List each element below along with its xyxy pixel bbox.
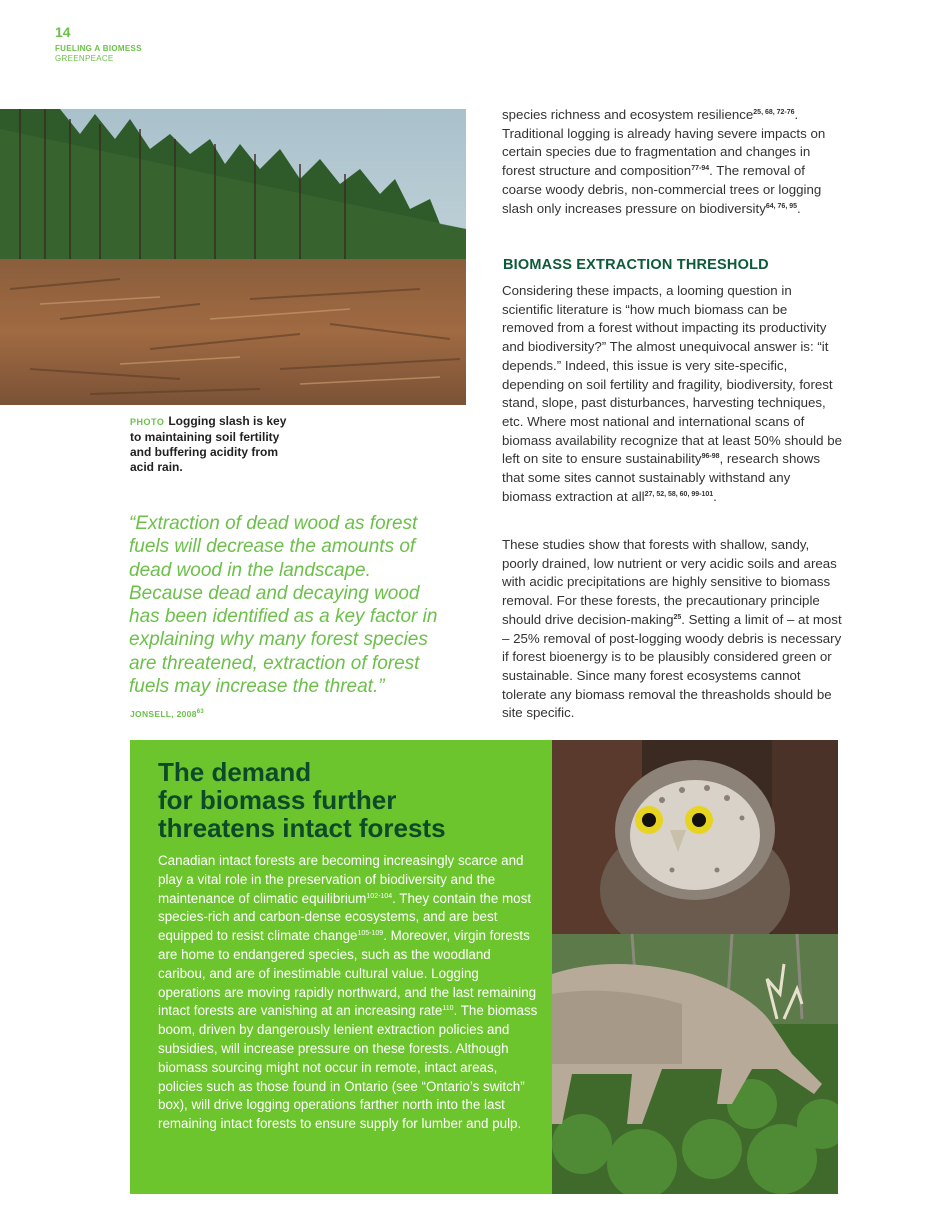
threshold-text-3: . [713, 488, 717, 504]
citation: 96-98 [701, 453, 720, 461]
citation: 64, 76, 95 [765, 202, 797, 210]
intro-paragraph [502, 106, 842, 218]
feature-title-line: The demand [158, 757, 312, 787]
citation: 102-104 [366, 892, 393, 900]
citation: 105-109 [357, 930, 384, 938]
threshold-text-4: These studies show that forests with shallow, sandy, poorly drained, low nutrient or very acidic soils and areas with acidic precipitations are highly sensitive to biomass removal. For these forests, the precautionary principle should drive decision-making [502, 537, 837, 627]
citation: 25, 68, 72-76 [753, 109, 795, 116]
feature-text-3: . Moreover, virgin forests are home to endangered species, such as the woodland caribou, and are of inestimable cultural value. Logging operations are moving rapidly northward, and the last remaining intact forests are vanishing at an increasing rate [158, 928, 537, 1019]
running-title: FUELING A BIOMESS [55, 44, 142, 53]
running-org: GREENPEACE [55, 54, 114, 63]
threshold-paragraph-1 [502, 282, 842, 506]
intro-text-1: species richness and ecosystem resilience [502, 107, 754, 122]
feature-box [130, 740, 552, 1194]
intro-text-2: . Traditional logging is already having severe impacts on certain species due to fragmentation and changes in forest structure and composition [502, 107, 826, 179]
citation: 25 [673, 613, 682, 621]
pull-quote-author: JONSELL, 2008 [130, 709, 197, 719]
feature-text-4: . The biomass boom, driven by dangerously lenient extraction policies and subsidies, will increase pressure on these forests. Although biomass sourcing might not occur in remote, intact areas, policies such as those found in Ontario (see “Ontario’s switch” box), will drive logging operations farther north into the last remaining intact forests to ensure supply for lumber and pulp. [158, 1003, 538, 1132]
caribou-photo [552, 934, 838, 1194]
feature-box-body [158, 852, 538, 1134]
pull-quote-source [130, 709, 204, 719]
threshold-text-1: Considering these impacts, a looming question in scientific literature is “how much biomass can be removed from a forest without impacting its productivity and biodiversity?” The almost unequivocal answer is: “it depends.” Indeed, this issue is very site-specific, depending on soil fertility and fragility, biodiversity, forest stand, slope, past disturbances, harvesting techniques, etc. Where most national and international scans of biomass availability recognize that at least 50% should be left on site to ensure sustainability [502, 283, 843, 467]
citation: 77-94 [691, 165, 710, 173]
feature-box-title [158, 758, 538, 842]
photo-caption-text: Logging slash is key to maintaining soil fertility and buffering acidity from acid rain. [130, 414, 287, 474]
feature-text-2: . They contain the most species-rich and carbon-dense ecosystems, and are best equipped to resist climate change [158, 890, 532, 944]
feature-title-line: threatens intact forests [158, 813, 446, 843]
citation: 27, 52, 58, 60, 99-101 [644, 490, 714, 498]
logging-slash-photo [0, 109, 466, 405]
feature-title-line: for biomass further [158, 785, 397, 815]
section-heading: BIOMASS EXTRACTION THRESHOLD [503, 257, 769, 273]
pull-quote: “Extraction of dead wood as forest fuels will decrease the amounts of dead wood in the landscape. Because dead and decaying wood has been identified as a key factor in explaining why many forest species are threatened, extraction of forest fuels may increase the threat.” [129, 513, 438, 698]
threshold-text-2: , research shows that some sites cannot sustainably withstand any biomass extraction at all [502, 451, 820, 504]
photo-caption-label: PHOTO [130, 417, 165, 427]
intro-text-4: . [797, 200, 801, 216]
photo-caption [130, 414, 300, 475]
threshold-paragraph-2 [502, 536, 842, 723]
citation: 110 [442, 1005, 454, 1013]
threshold-text-5: . Setting a limit of – at most – 25% removal of post-logging woody debris is necessary if forest bioenergy is to be plausibly considered green or sustainable. Since many forest ecosystems cannot tolerate any biomass removal the threasholds should be site specific. [502, 611, 842, 721]
page-number: 14 [55, 24, 71, 40]
intro-text-3: . The removal of coarse woody debris, non-commercial trees or logging slash only increases pressure on biodiversity [502, 163, 822, 216]
feature-text-1: Canadian intact forests are becoming increasingly scarce and play a vital role in the preservation of biodiversity and the maintenance of climatic equilibrium [158, 853, 524, 906]
owl-photo [552, 740, 838, 934]
pull-quote-ref: 63 [196, 709, 205, 716]
